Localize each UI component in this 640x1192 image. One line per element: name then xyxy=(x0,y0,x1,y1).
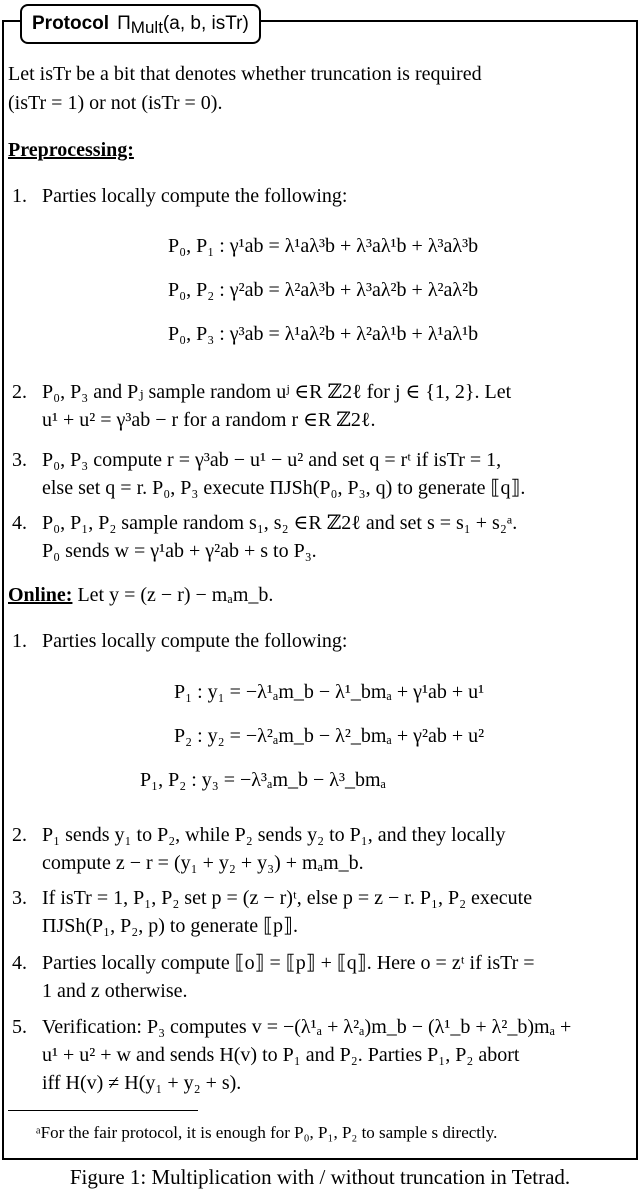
online-eq-3: P₁, P₂ : y₃ = −λ³ₐm_b − λ³_bmₐ xyxy=(140,769,386,791)
intro-line-1: Let isTr be a bit that denotes whether truncation is required xyxy=(8,63,482,85)
pre-eq-1: P₀, P₁ : γ¹ab = λ¹aλ³b + λ³aλ¹b + λ³aλ³b xyxy=(168,235,479,257)
footnote: ᵃFor the fair protocol, it is enough for P₀, P₁, P₂ to sample s directly. xyxy=(36,1123,498,1142)
intro-line-2: (isTr = 1) or not (isTr = 0). xyxy=(8,92,223,114)
figure-caption: Figure 1: Multiplication with / without truncation in Tetrad. xyxy=(69,1165,571,1189)
pre-eq-3: P₀, P₃ : γ³ab = λ¹aλ²b + λ²aλ¹b + λ¹aλ¹b xyxy=(168,323,479,345)
pre-eq-2: P₀, P₂ : γ²ab = λ²aλ³b + λ³aλ²b + λ²aλ²b xyxy=(168,279,479,301)
protocol-title: Protocol $\Pi_{Mult}(a$, b, isTr) xyxy=(20,4,261,44)
online-eq-1: P₁ : y₁ = −λ¹ₐm_b − λ¹_bmₐ + γ¹ab + u¹ xyxy=(174,681,485,703)
online-eq-2: P₂ : y₂ = −λ²ₐm_b − λ²_bmₐ + γ²ab + u² xyxy=(174,725,485,747)
online-heading: Online: xyxy=(8,584,73,606)
footnote-rule xyxy=(8,1110,198,1111)
online-line xyxy=(8,581,628,609)
preprocessing-heading: Preprocessing: xyxy=(8,139,134,161)
online-lead: Let y = (z − r) − mₐm_b. xyxy=(77,584,274,606)
